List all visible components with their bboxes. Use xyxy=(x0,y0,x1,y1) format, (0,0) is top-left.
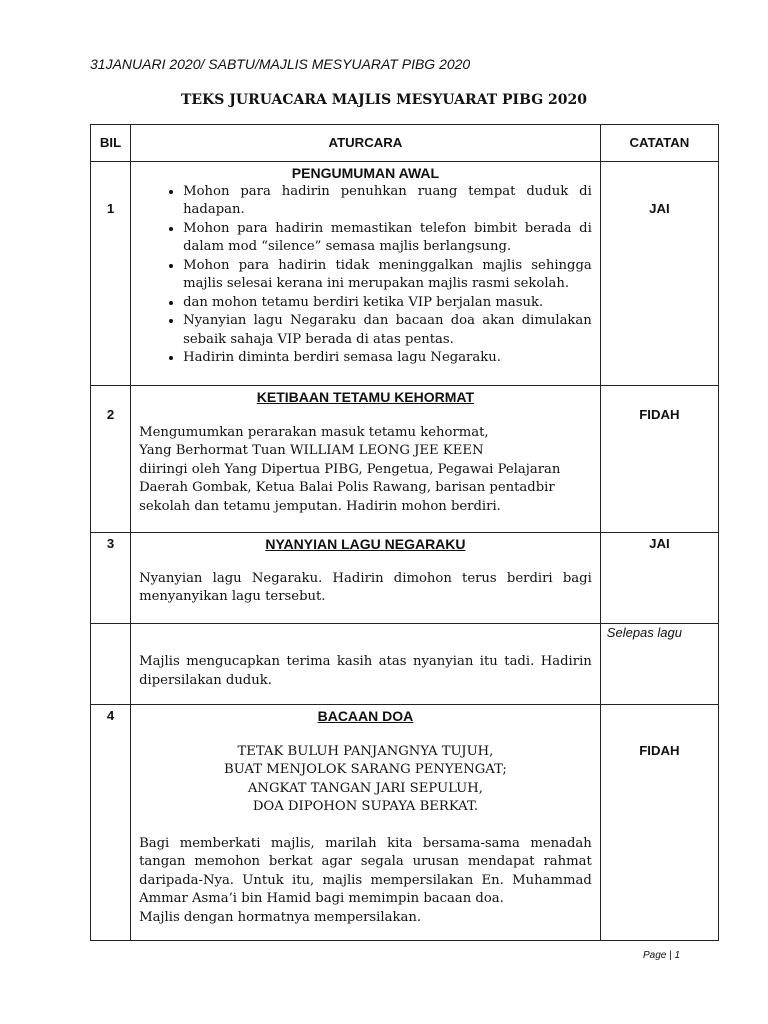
row-number xyxy=(91,624,131,705)
announcement-line: Yang Berhormat Tuan WILLIAM LEONG JEE KEEN xyxy=(139,443,484,458)
row-number: 3 xyxy=(106,536,115,551)
section-text: Majlis mengucapkan terima kasih atas nyanyian itu tadi. Hadirin dipersilakan duduk. xyxy=(139,654,592,688)
announcement-list xyxy=(131,183,600,368)
row-number: 4 xyxy=(106,708,115,723)
table-row xyxy=(91,705,719,941)
catatan-label: FIDAH xyxy=(639,407,680,422)
list-item: • Nyanyian lagu Negaraku dan bacaan doa akan dimulakan sebaik sahaja VIP berada di atas pentas. xyxy=(183,312,592,349)
section-text: Nyanyian lagu Negaraku. Hadirin dimohon terus berdiri bagi menyanyikan lagu tersebut. xyxy=(139,570,592,604)
section-heading: PENGUMUMAN AWAL xyxy=(291,165,440,181)
list-item: • Mohon para hadirin penuhkan ruang tempat duduk di hadapan. xyxy=(183,183,592,220)
row-number: 1 xyxy=(106,201,115,216)
column-header-aturcara: ATURCARA xyxy=(131,125,601,162)
table-row xyxy=(91,386,719,533)
document-title: TEKS JURUACARA MAJLIS MESYUARAT PIBG 2020 xyxy=(181,92,587,108)
column-header-bil: BIL xyxy=(91,125,131,162)
table-row xyxy=(91,624,719,705)
row-number: 2 xyxy=(106,407,115,422)
catatan-label: FIDAH xyxy=(639,743,680,758)
page-footer: Page | 1 xyxy=(643,950,681,961)
section-text: Bagi memberkati majlis, marilah kita bersama-sama menadah tangan memohon berkat agar segala urusan mendapat rahmat daripada-Nya. Untuk itu, majlis mempersilakan En. Muhammad Ammar Asma’i bin Hamid bagi memimpin bacaan doa. xyxy=(139,835,592,906)
column-header-catatan: CATATAN xyxy=(600,125,718,162)
section-heading: NYANYIAN LAGU NEGARAKU xyxy=(265,536,466,552)
list-item: • Mohon para hadirin tidak meninggalkan majlis sehingga majlis selesai kerana ini merupakan majlis rasmi sekolah. xyxy=(183,257,592,294)
pantun-line: BUAT MENJOLOK SARANG PENYENGAT; xyxy=(224,762,507,777)
pantun-line: ANGKAT TANGAN JARI SEPULUH, xyxy=(247,780,483,796)
pantun xyxy=(131,726,600,817)
section-heading: KETIBAAN TETAMU KEHORMAT xyxy=(256,389,475,405)
table-row xyxy=(91,162,719,386)
section-heading: BACAAN DOA xyxy=(317,708,414,724)
program-table xyxy=(90,124,719,941)
table-row xyxy=(91,533,719,624)
catatan-note: Selepas lagu xyxy=(606,625,682,640)
document-header: 31JANUARI 2020/ SABTU/MAJLIS MESYUARAT PIBG 2020 xyxy=(90,56,471,72)
pantun-line: TETAK BULUH PANJANGNYA TUJUH, xyxy=(237,743,494,759)
announcement-line: Mengumumkan perarakan masuk tetamu kehormat, xyxy=(139,424,489,440)
catatan-label: JAI xyxy=(649,201,670,216)
closing-line: Majlis dengan hormatnya mempersilakan. xyxy=(139,909,422,925)
list-item: • dan mohon tetamu berdiri ketika VIP berjalan masuk. xyxy=(183,294,592,313)
list-item: • Mohon para hadirin memastikan telefon bimbit berada di dalam mod “silence” semasa majlis berlangsung. xyxy=(183,220,592,257)
table-header-row xyxy=(91,125,719,162)
pantun-line: DOA DIPOHON SUPAYA BERKAT. xyxy=(252,799,479,814)
list-item: • Hadirin diminta berdiri semasa lagu Negaraku. xyxy=(183,349,592,368)
announcement-line: diiringi oleh Yang Dipertua PIBG, Pengetua, Pegawai Pelajaran Daerah Gombak, Ketua Balai Polis Rawang, barisan pentadbir sekolah dan tetamu jemputan. Hadirin mohon berdiri. xyxy=(139,461,561,514)
catatan-label: JAI xyxy=(649,536,670,551)
